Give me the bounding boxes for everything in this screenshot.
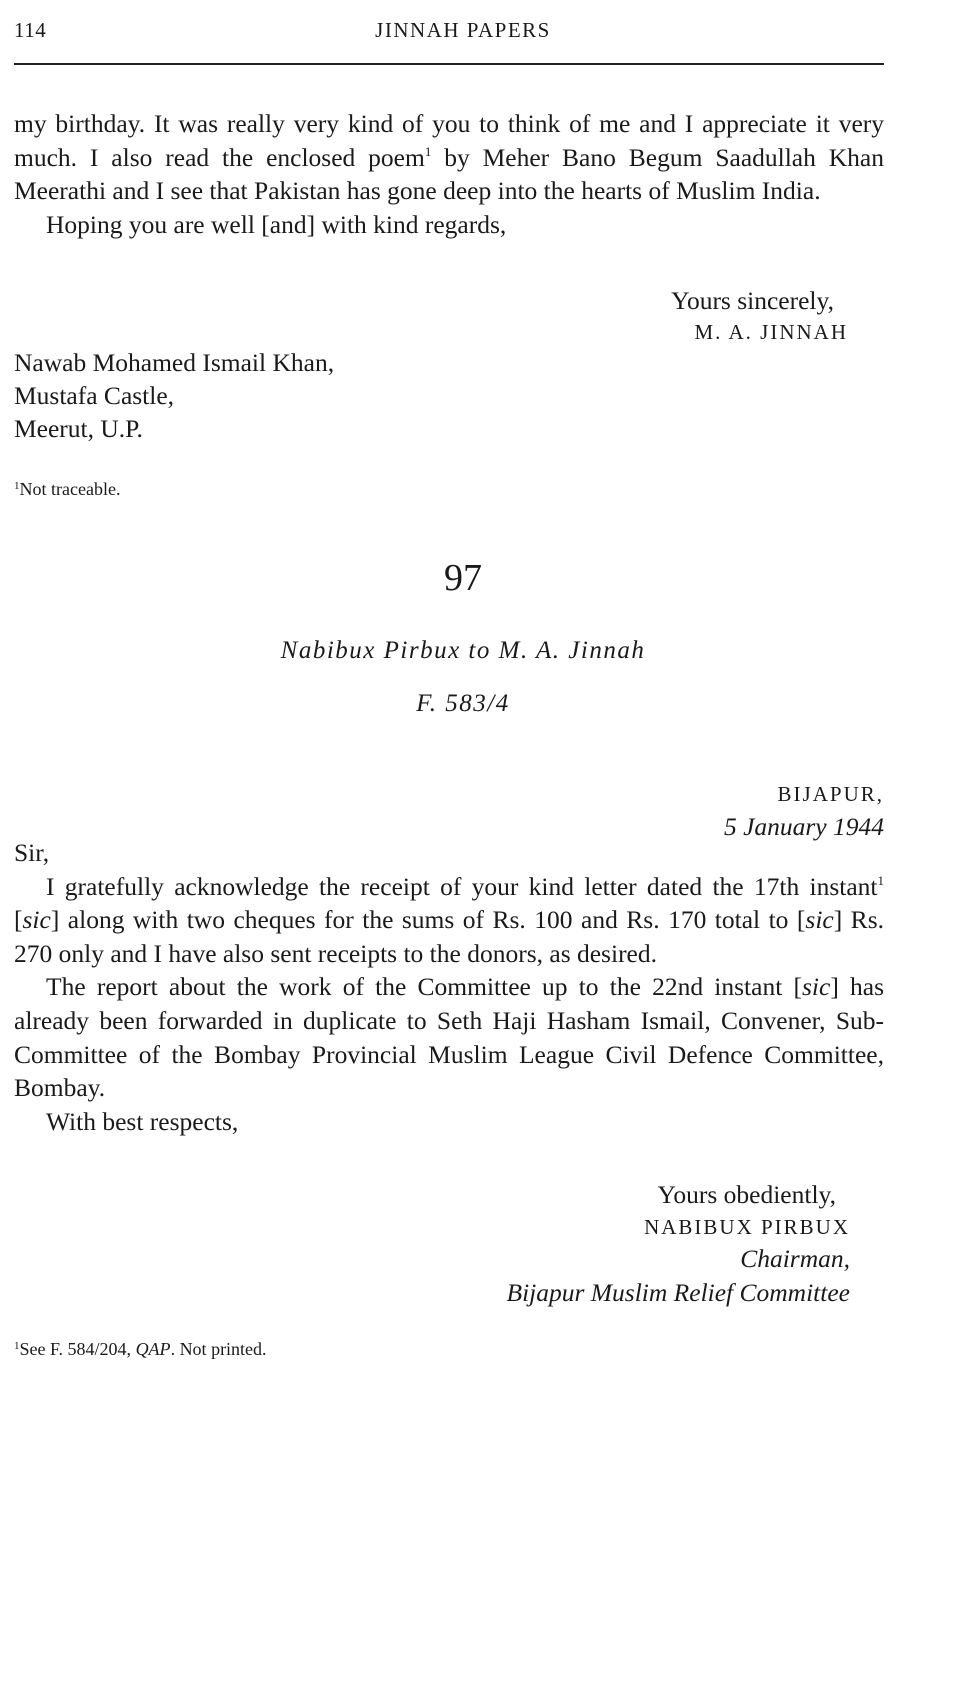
header-rule xyxy=(14,63,884,65)
letter2-paragraph-2: The report about the work of the Committee up to the 22nd instant [sic] has already been forwarded in duplicate to Seth Haji Hasham Ismail, Convener, Sub-Committee of the Bombay Provincial Muslim League Civil Defence Committee, Bombay. xyxy=(14,972,885,1103)
letter1-closing-block xyxy=(14,284,848,347)
footnote-marker: 1 xyxy=(877,872,884,888)
letter2-closing-block xyxy=(14,1178,850,1310)
letter2-organization: Bijapur Muslim Relief Committee xyxy=(506,1278,850,1307)
letter2-signature: NABIBUX PIRBUX xyxy=(644,1215,850,1239)
letter1-body xyxy=(14,107,884,241)
page-number: 114 xyxy=(14,18,47,42)
letter1-paragraph-2: Hoping you are well [and] with kind regards, xyxy=(46,209,507,239)
letter2-role: Chairman, xyxy=(740,1244,850,1273)
letter1-address xyxy=(14,346,884,445)
letter1-closing: Yours sincerely, xyxy=(671,286,834,315)
letter2-footnote: $^1$See F. 584/204, QAP. Not printed. xyxy=(14,1339,267,1359)
letter2-place: BIJAPUR, xyxy=(777,782,884,806)
file-reference: F. 583/4 xyxy=(416,690,510,717)
letter2-salutation: Sir, xyxy=(14,838,50,867)
document-number: 97 xyxy=(444,557,482,599)
letter1-footnote: $^1$Not traceable. xyxy=(14,479,121,499)
letter2-paragraph-3: With best respects, xyxy=(46,1106,239,1136)
address-line-1: Nawab Mohamed Ismail Khan, xyxy=(14,348,335,377)
letter2-dateline xyxy=(14,778,884,844)
letter2-body xyxy=(14,836,884,1138)
letter2-date: 5 January 1944 xyxy=(723,812,884,841)
address-line-3: Meerut, U.P. xyxy=(14,414,143,443)
letter1-paragraph-1: my birthday. It was really very kind of you to think of me and I appreciate it very much. I also read the enclosed poem$^1$ by Meher Bano Begum Saadullah Khan Meerathi and I see that Pakistan has gone deep into the hearts of Muslim India. xyxy=(14,109,884,206)
address-line-2: Mustafa Castle, xyxy=(14,381,175,410)
running-title: JINNAH PAPERS xyxy=(375,18,551,42)
page-header xyxy=(14,14,884,44)
letter2-paragraph-1: I gratefully acknowledge the receipt of your kind letter dated the 17th instant$^1$ [sic] along with two cheques for the sums of Rs. 100 and Rs. 170 total to [sic] Rs. 270 only and I have also sent receipts to the donors, as desired. xyxy=(14,871,884,968)
letter2-closing: Yours obediently, xyxy=(657,1180,836,1209)
footnote-marker: 1 xyxy=(424,143,432,159)
document-title: Nabibux Pirbux to M. A. Jinnah xyxy=(280,637,646,664)
letter1-signature: M. A. JINNAH xyxy=(694,320,848,344)
